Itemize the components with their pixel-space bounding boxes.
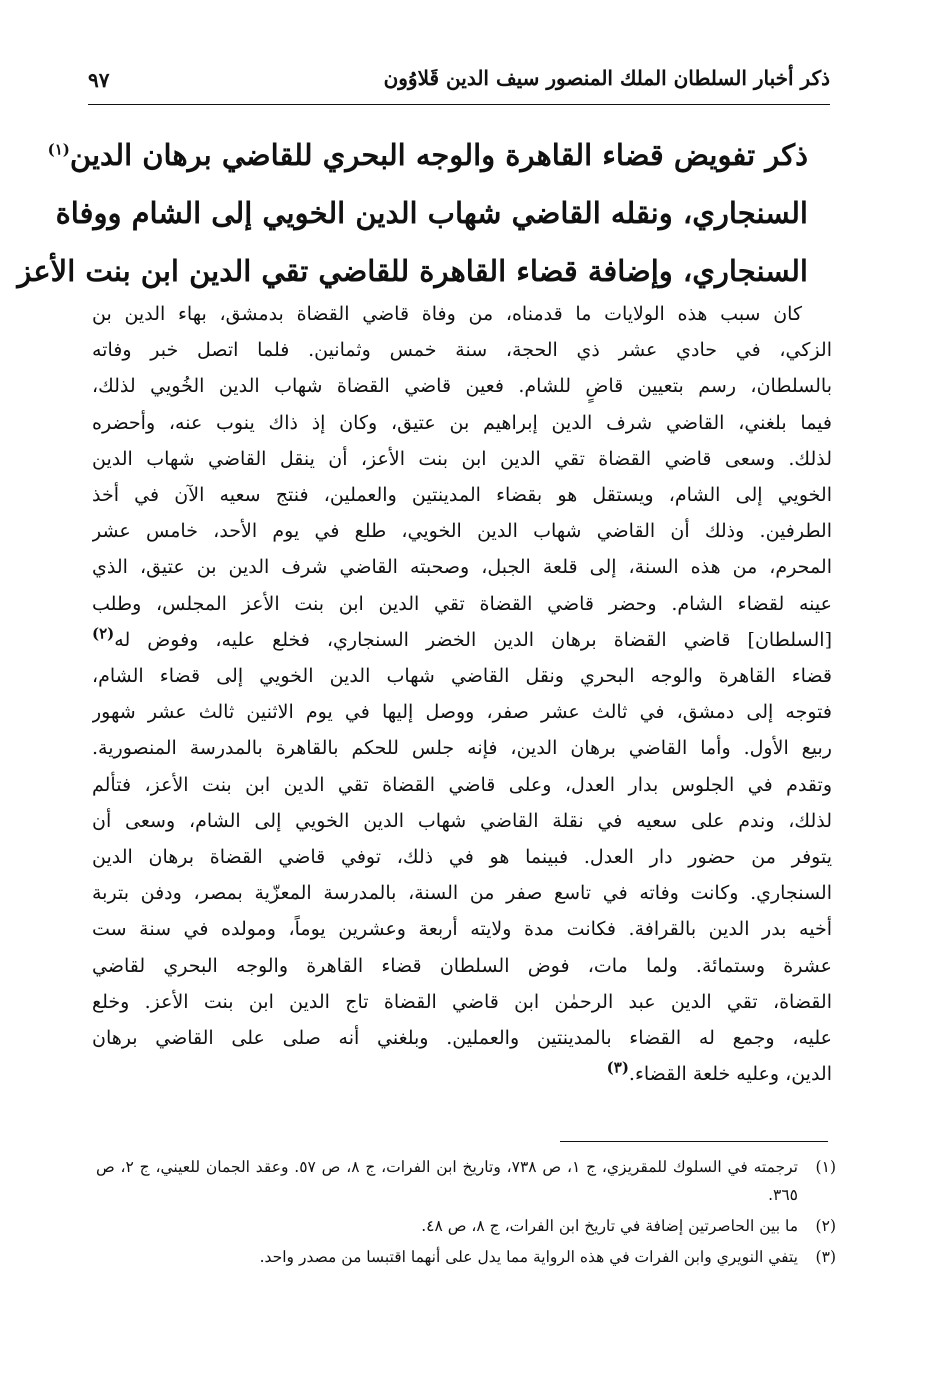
- footnote-number: (٢): [815, 1217, 836, 1235]
- body-line-10-text: [السلطان] قاضي القضاة برهان الدين الخضر السنجاري، فخلع عليه، وفوض له: [114, 628, 832, 651]
- footnote-ref-3: (٣): [606, 1058, 629, 1077]
- body-line-3: بالسلطان، رسم بتعيين قاضٍ للشام. فعين قاضي القضاة شهاب الدين الخُويي لذلك،: [92, 375, 832, 398]
- body-line-17: السنجاري. وكانت وفاته في تاسع صفر من السنة، بالمدرسة المعزّية بمصر، ودفن بتربة: [92, 882, 832, 905]
- body-line-21: عليه، وجمع له القضاء بالمدينتين والعملين. وبلغني أنه صلى على القاضي برهان: [92, 1027, 832, 1050]
- body-line-10: [92, 622, 832, 658]
- section-heading: [17, 126, 808, 300]
- body-line-16: يتوفر من حضور دار العدل. فبينما هو في ذلك، توفي قاضي القضاة برهان الدين: [92, 846, 832, 869]
- body-line-2: الزكي، في حادي عشر ذي الحجة، سنة خمس وثمانين. فلما اتصل خبر وفاته: [92, 339, 832, 362]
- footnote-number: (٣): [815, 1248, 836, 1266]
- body-line-14: وتقدم في الجلوس بدار العدل، وعلى قاضي القضاة تقي الدين ابن بنت الأعز، فتألم: [92, 773, 832, 796]
- footnote-3: [96, 1243, 836, 1271]
- footnote-text: ما بين الحاصرتين إضافة في تاريخ ابن الفرات، ج ٨، ص ٤٨.: [421, 1217, 798, 1235]
- body-line-5: لذلك. وسعى قاضي القضاة تقي الدين ابن بنت الأعز، أن ينقل القاضي شهاب الدين: [92, 447, 832, 470]
- footnote-text: ترجمته في السلوك للمقريزي، ج ١، ص ٧٣٨، وتاريخ ابن الفرات، ج ٨، ص ٥٧. وعقد الجمان للعيني، ج ٢، ص ٣٦٥.: [96, 1158, 798, 1204]
- heading-line-2: السنجاري، ونقله القاضي شهاب الدين الخويي إلى الشام ووفاة: [55, 196, 808, 230]
- body-line-7: الطرفين. وذلك أن القاضي شهاب الدين الخويي، طلع في يوم الأحد، خامس عشر: [92, 520, 832, 543]
- page-number: ٩٧: [88, 68, 110, 92]
- body-line-22: [92, 1056, 832, 1092]
- body-text: [92, 296, 832, 1092]
- running-header: [88, 60, 830, 104]
- footnote-ref-2: (٢): [92, 624, 115, 643]
- body-line-6: الخويي إلى الشام، ويستقل هو بقضاء المدينتين والعملين، فنتج سعيه الآن في أخذ: [92, 484, 832, 507]
- body-line-13: ربيع الأول. وأما القاضي برهان الدين، فإنه جلس للحكم بالقاهرة بالمدرسة المنصورية.: [92, 737, 832, 760]
- body-line-18: أخيه بدر الدين بالقرافة. فكانت مدة ولايته أربعة وعشرين يوماً، ومولده في سنة ست: [92, 918, 832, 941]
- heading-line-1: [47, 126, 808, 184]
- footnote-divider: [560, 1141, 828, 1142]
- heading-line-1-text: ذكر تفويض قضاء القاهرة والوجه البحري للقاضي برهان الدين: [69, 138, 808, 172]
- heading-line-3: السنجاري، وإضافة قضاء القاهرة للقاضي تقي الدين ابن بنت الأعز: [17, 254, 808, 288]
- footnote-text: يتفي النويري وابن الفرات في هذه الرواية مما يدل على أنهما اقتبسا من مصدر واحد.: [259, 1248, 798, 1266]
- footnotes: [96, 1153, 836, 1274]
- header-divider: [88, 104, 830, 105]
- body-line-1: كان سبب هذه الولايات ما قدمناه، من وفاة قاضي القضاة بدمشق، بهاء الدين بن: [92, 303, 802, 325]
- running-title: ذكر أخبار السلطان الملك المنصور سيف الدين قَلاوُون: [383, 66, 830, 90]
- body-line-12: فتوجه إلى دمشق، في ثالث عشر صفر، ووصل إليها في يوم الاثنين ثالث عشر شهور: [92, 701, 832, 724]
- body-line-15: لذلك، وندم على سعيه في نقلة القاضي شهاب الدين الخويي إلى الشام، وسعى أن: [92, 809, 832, 832]
- footnote-2: [96, 1212, 836, 1240]
- body-line-19: عشرة وستمائة. ولما مات، فوض السلطان قضاء القاهرة والوجه البحري لقاضي: [92, 954, 832, 977]
- footnote-1: [96, 1153, 836, 1209]
- body-line-11: قضاء القاهرة والوجه البحري ونقل القاضي شهاب الدين الخويي إلى قضاء الشام،: [92, 665, 832, 688]
- footnote-number: (١): [815, 1158, 836, 1176]
- body-line-9: عينه لقضاء الشام. وحضر قاضي القضاة تقي الدين ابن بنت الأعز المجلس، وطلب: [92, 592, 832, 615]
- body-line-8: المحرم، من هذه السنة، إلى قلعة الجبل، وصحبته القاضي شرف الدين بن عتيق، الذي: [92, 556, 832, 579]
- footnote-ref-1: (١): [47, 140, 70, 159]
- body-line-22-text: الدين، وعليه خلعة القضاء.: [628, 1063, 832, 1086]
- body-line-4: فيما بلغني، القاضي شرف الدين إبراهيم بن عتيق، وكان إذ ذاك ينوب عنه، وأحضره: [92, 411, 832, 434]
- body-line-20: القضاة، تقي الدين عبد الرحمٰن ابن قاضي القضاة تاج الدين ابن بنت الأعز. وخلع: [92, 990, 832, 1013]
